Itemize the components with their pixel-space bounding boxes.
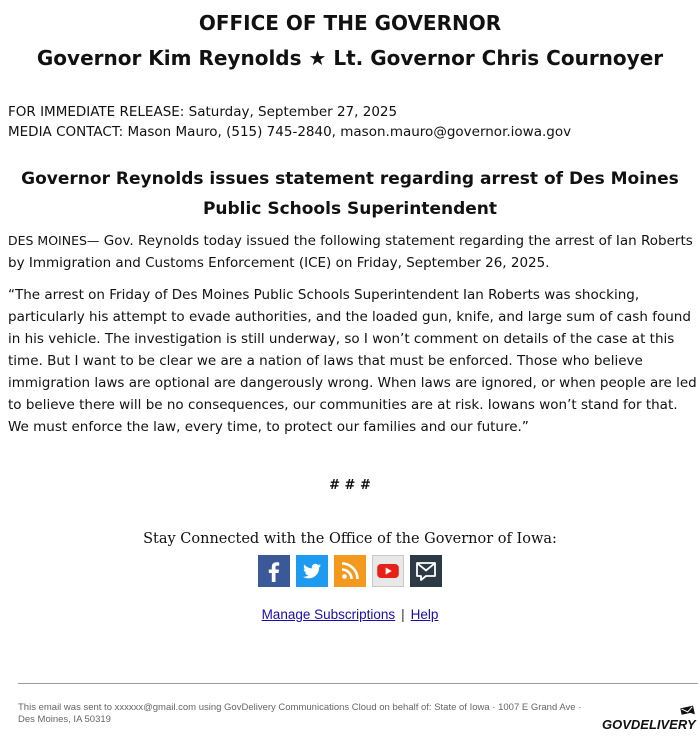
link-separator: | bbox=[401, 607, 405, 622]
media-contact: MEDIA CONTACT: Mason Mauro, (515) 745-2840, mason.mauro@governor.iowa.gov bbox=[8, 124, 572, 140]
footer-divider bbox=[18, 683, 698, 684]
subscription-links bbox=[0, 607, 700, 622]
facebook-icon[interactable] bbox=[258, 555, 290, 587]
release-info bbox=[8, 102, 700, 142]
press-header bbox=[0, 0, 700, 72]
logo-text: GOVDELIVERY bbox=[602, 717, 696, 732]
rss-icon[interactable] bbox=[334, 555, 366, 587]
stay-connected-heading: Stay Connected with the Office of the Governor of Iowa: bbox=[143, 531, 557, 547]
intro-text: Gov. Reynolds today issued the following statement regarding the arrest of Ian Roberts by Immigration and Customs Enforcement (ICE) on Friday, September 26, 2025. bbox=[8, 233, 693, 271]
office-title: OFFICE OF THE GOVERNOR bbox=[198, 11, 502, 35]
footer-text: This email was sent to xxxxxx@gmail.com using GovDelivery Communications Cloud on behalf of: State of Iowa · 1007 E Grand Ave · Des Moines, IA 50319 bbox=[18, 702, 582, 725]
dateline: DES MOINES— bbox=[8, 233, 100, 248]
press-body bbox=[8, 230, 698, 438]
youtube-icon[interactable] bbox=[372, 555, 404, 587]
govdelivery-logo-icon bbox=[602, 703, 698, 733]
end-mark: # # # bbox=[329, 478, 371, 493]
quote-paragraph: “The arrest on Friday of Des Moines Public Schools Superintendent Ian Roberts was shocking, particularly his attempt to evade authorities, and the loaded gun, knife, and large sum of cash found in his vehicle. The investigation is still underway, so I won’t comment on details of the case at this time. But I want to be clear we are a nation of laws that must be enforced. Those who believe immigration laws are optional are dangerously wrong. When laws are ignored, or when people are led to believe there will be no consequences, our communities are at risk. Iowans won’t stand for that. We must enforce the law, every time, to protect our families and our future.” bbox=[8, 287, 697, 435]
help-link[interactable]: Help bbox=[410, 607, 439, 622]
intro-paragraph bbox=[8, 230, 698, 274]
social-icons bbox=[0, 555, 700, 587]
govdelivery-logo[interactable] bbox=[602, 703, 698, 733]
governors-line: Governor Kim Reynolds ★ Lt. Governor Chris Cournoyer bbox=[36, 46, 664, 70]
twitter-icon[interactable] bbox=[296, 555, 328, 587]
release-date: FOR IMMEDIATE RELEASE: Saturday, September 27, 2025 bbox=[8, 104, 398, 120]
headline: Governor Reynolds issues statement regarding arrest of Des Moines Public Schools Superintendent bbox=[21, 169, 679, 219]
manage-subscriptions-link[interactable]: Manage Subscriptions bbox=[261, 607, 396, 622]
email-icon[interactable] bbox=[410, 555, 442, 587]
